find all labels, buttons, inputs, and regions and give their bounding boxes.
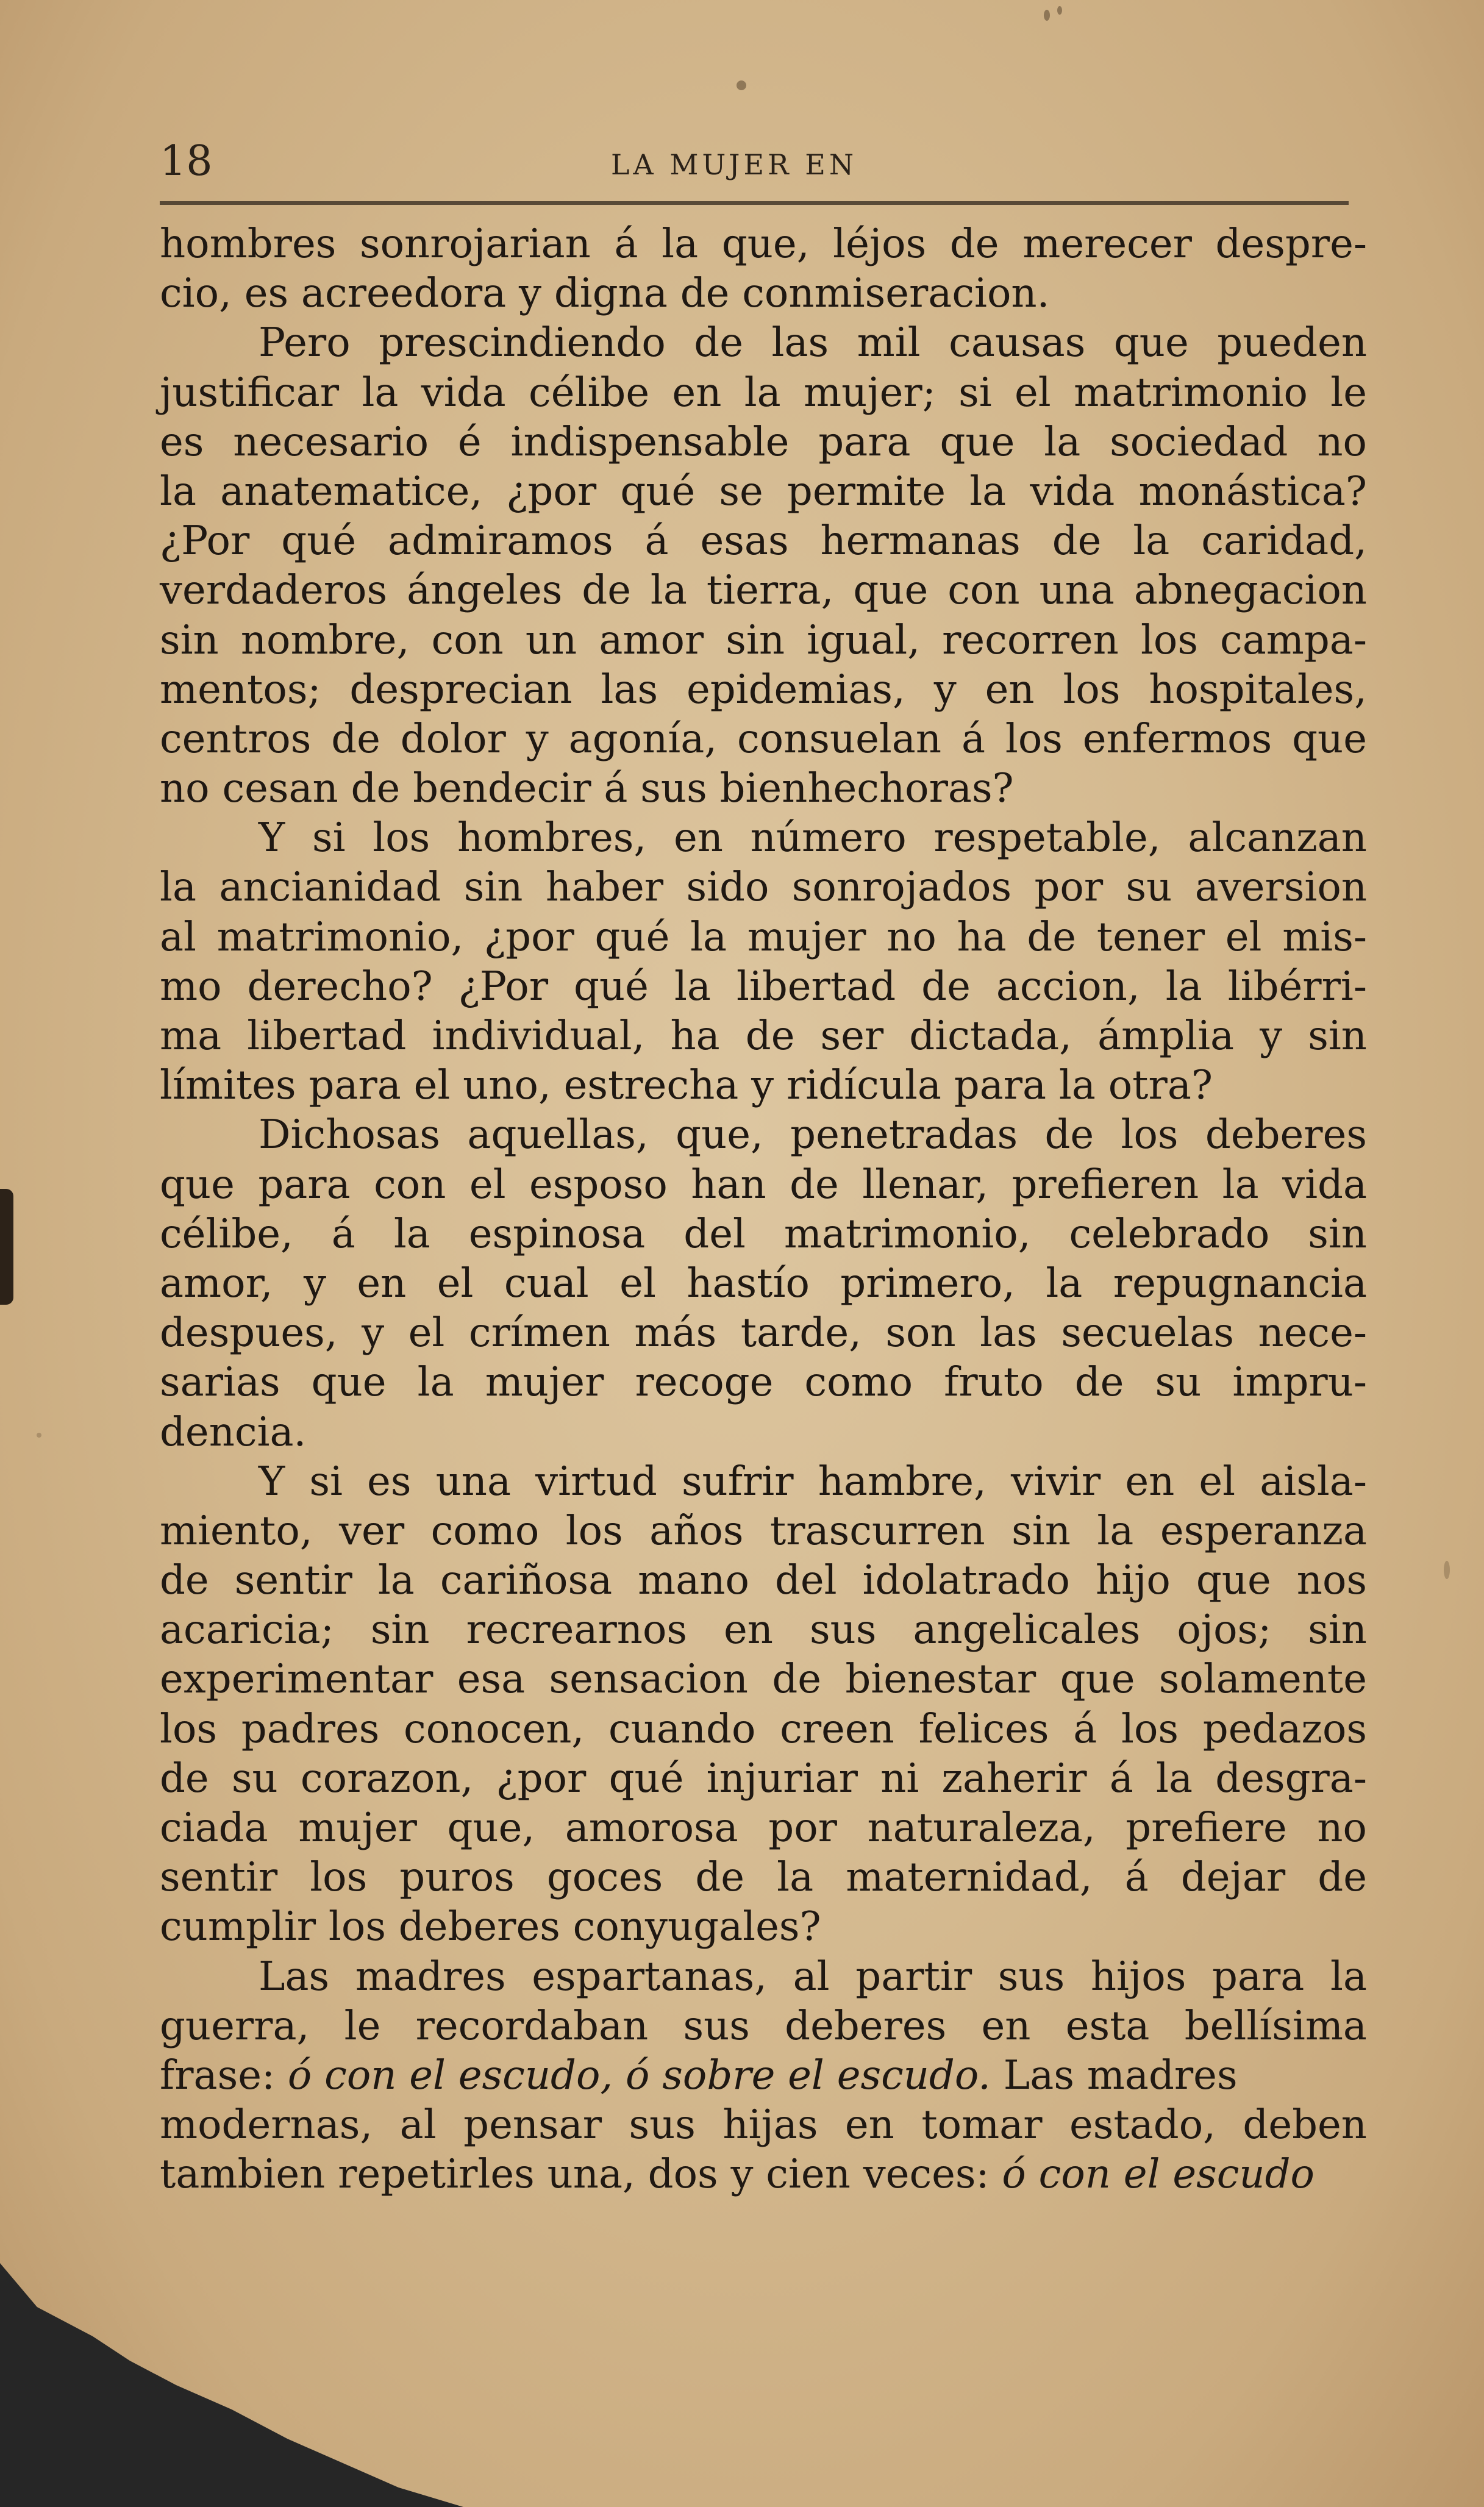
text-line: cumplir los deberes conyugales?	[160, 1903, 821, 1950]
text-line: despues, y el crímen más tarde, son las secuelas nece-	[160, 1310, 1367, 1357]
text-line: modernas, al pensar sus hijas en tomar estado, deben	[160, 2102, 1367, 2149]
page-edge-stain	[0, 1189, 13, 1305]
text-line: Las madres espartanas, al partir sus hijos para la	[259, 1953, 1367, 2000]
page-number: 18	[160, 137, 213, 185]
text-line: de sentir la cariñosa mano del idolatrado hijo que nos	[160, 1557, 1367, 1604]
text-line: célibe, á la espinosa del matrimonio, celebrado sin	[160, 1210, 1367, 1257]
ink-speck	[737, 80, 746, 90]
text-line: justificar la vida célibe en la mujer; si el matrimonio le	[160, 369, 1367, 416]
body-text	[160, 219, 1367, 2200]
text-line: centros de dolor y agonía, consuelan á los enfermos que	[160, 715, 1367, 762]
text-run: frase:	[160, 2052, 288, 2099]
text-line: sin nombre, con un amor sin igual, recorren los campa-	[160, 616, 1367, 663]
text-line: los padres conocen, cuando creen felices á los pedazos	[160, 1705, 1367, 1752]
ink-speck	[1044, 10, 1050, 21]
text-line	[160, 2051, 1367, 2100]
text-line: miento, ver como los años trascurren sin la esperanza	[160, 1507, 1367, 1554]
text-line: que para con el esposo han de llenar, prefieren la vida	[160, 1161, 1367, 1208]
text-line: mo derecho? ¿Por qué la libertad de accion, la libérri-	[160, 963, 1367, 1010]
text-line: guerra, le recordaban sus deberes en esta bellísima	[160, 2002, 1367, 2049]
italic-quote: ó con el escudo	[1002, 2151, 1315, 2198]
ink-speck	[1444, 1561, 1450, 1579]
text-line: Pero prescindiendo de las mil causas que pueden	[259, 319, 1367, 366]
text-line: de su corazon, ¿por qué injuriar ni zaherir á la desgra-	[160, 1755, 1367, 1802]
text-line: la anatematice, ¿por qué se permite la vida monástica?	[160, 468, 1367, 515]
text-line: ciada mujer que, amorosa por naturaleza, prefiere no	[160, 1805, 1367, 1851]
text-line: no cesan de bendecir á sus bienhechoras?	[160, 765, 1014, 812]
text-line: la ancianidad sin haber sido sonrojados por su aversion	[160, 864, 1367, 911]
text-line: sentir los puros goces de la maternidad, á dejar de	[160, 1854, 1367, 1901]
text-run: Las madres	[990, 2052, 1238, 2099]
text-line: sarias que la mujer recoge como fruto de su impru-	[160, 1359, 1367, 1406]
text-line: experimentar esa sensacion de bienestar que solamente	[160, 1656, 1367, 1703]
text-line: mentos; desprecian las epidemias, y en los hospitales,	[160, 666, 1367, 713]
ink-speck	[37, 1433, 41, 1438]
text-line: al matrimonio, ¿por qué la mujer no ha de tener el mis-	[160, 913, 1367, 960]
text-line: verdaderos ángeles de la tierra, que con una abnegacion	[160, 567, 1367, 614]
text-line: acaricia; sin recrearnos en sus angelicales ojos; sin	[160, 1607, 1367, 1653]
text-line: límites para el uno, estrecha y ridícula para la otra?	[160, 1062, 1213, 1109]
text-line: ¿Por qué admiramos á esas hermanas de la caridad,	[160, 518, 1367, 565]
running-title: LA MUJER EN	[611, 148, 858, 181]
text-line: cio, es acreedora y digna de conmiseracion.	[160, 270, 1050, 317]
header-rule	[160, 201, 1349, 205]
text-line: hombres sonrojarian á la que, léjos de merecer despre-	[160, 221, 1367, 267]
text-run: tambien repetirles una, dos y cien veces:	[160, 2151, 1002, 2198]
italic-quote: ó con el escudo, ó sobre el escudo.	[287, 2052, 991, 2099]
ink-speck	[1057, 6, 1062, 15]
text-line: es necesario é indispensable para que la sociedad no	[160, 418, 1367, 465]
text-line	[160, 2150, 1367, 2199]
text-line: amor, y en el cual el hastío primero, la repugnancia	[160, 1260, 1367, 1307]
page-header	[160, 137, 1349, 192]
text-line: Y si los hombres, en número respetable, alcanzan	[259, 815, 1367, 861]
text-line: ma libertad individual, ha de ser dictada, ámplia y sin	[160, 1013, 1367, 1059]
text-line: Dichosas aquellas, que, penetradas de los deberes	[259, 1111, 1367, 1158]
text-line: Y si es una virtud sufrir hambre, vivir en el aisla-	[259, 1458, 1367, 1505]
text-line: dencia.	[160, 1408, 307, 1455]
